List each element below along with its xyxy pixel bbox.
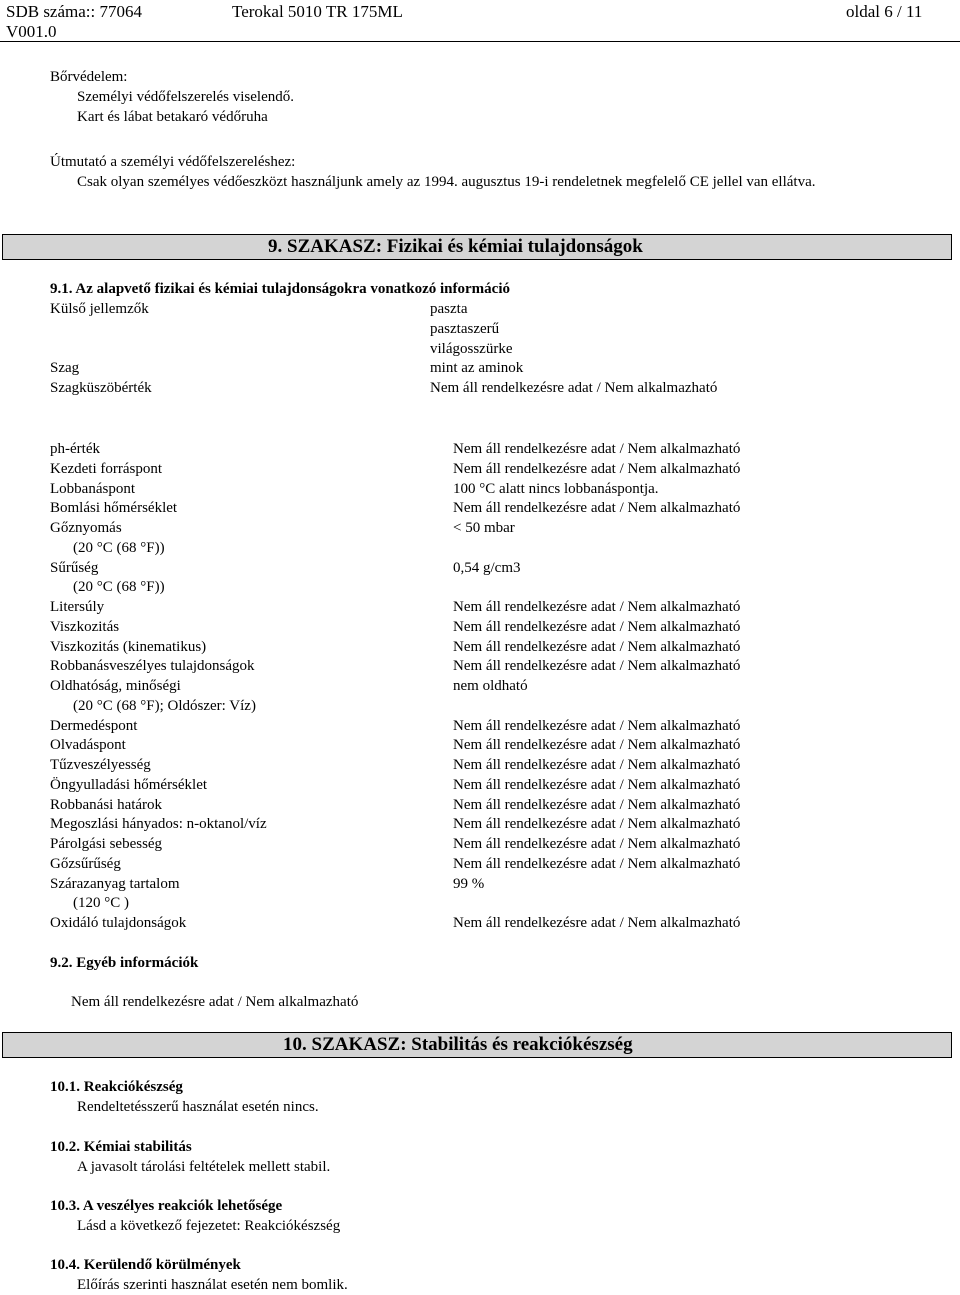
property-label: Oxidáló tulajdonságok (50, 915, 187, 931)
property-value: 100 °C alatt nincs lobbanáspontja. (453, 480, 659, 497)
section-10-item-text: Rendeltetésszerű használat esetén nincs. (77, 1099, 319, 1115)
section-10-item (50, 1137, 330, 1177)
property-value: < 50 mbar (453, 520, 515, 536)
property-value: Nem áll rendelkezésre adat / Nem alkalmazható (453, 776, 741, 793)
property-label: Sűrűség (50, 559, 99, 576)
property-value: Nem áll rendelkezésre adat / Nem alkalmazható (453, 757, 741, 773)
property-row (50, 638, 740, 658)
property-row (50, 894, 740, 914)
property-label: Gőzsűrűség (50, 855, 121, 872)
page-header (0, 0, 960, 40)
section-10-item-text: Lásd a következő fejezetet: Reakciókészség (77, 1218, 341, 1234)
property-label: Párolgási sebesség (50, 836, 163, 852)
property-row (50, 875, 740, 895)
section-9-2-heading: 9.2. Egyéb információk (50, 955, 199, 971)
property-row (50, 598, 740, 618)
property-value: Nem áll rendelkezésre adat / Nem alkalmazható (453, 618, 741, 635)
property-row (50, 756, 740, 776)
property-label: (120 °C ) (73, 895, 129, 912)
property-label: Szárazanyag tartalom (50, 875, 180, 892)
property-label: Kezdeti forráspont (50, 460, 163, 477)
section-9-2-text: Nem áll rendelkezésre adat / Nem alkalmazható (71, 994, 359, 1010)
property-label: (20 °C (68 °F)) (73, 579, 165, 596)
property-label: (20 °C (68 °F)) (73, 539, 165, 556)
property-row (50, 460, 740, 480)
property-row (50, 618, 740, 638)
property-value: paszta (430, 301, 468, 317)
property-row (50, 657, 740, 677)
property-label: Litersúly (50, 599, 105, 615)
section-10-item-heading: 10.2. Kémiai stabilitás (50, 1139, 192, 1155)
section-10-item-heading: 10.1. Reakciókészség (50, 1079, 183, 1095)
property-value: világosszürke (430, 340, 513, 357)
property-label: Tűzveszélyesség (50, 757, 151, 773)
property-value: Nem áll rendelkezésre adat / Nem alkalmazható (453, 599, 741, 615)
section-9-heading-band (2, 234, 952, 260)
property-row (50, 677, 740, 697)
property-value: Nem áll rendelkezésre adat / Nem alkalmazható (453, 717, 741, 734)
section-10-item-heading: 10.3. A veszélyes reakciók lehetősége (50, 1198, 283, 1214)
property-label: Dermedéspont (50, 717, 138, 734)
property-label: Viszkozitás (kinematikus) (50, 638, 207, 655)
property-value: Nem áll rendelkezésre adat / Nem alkalmazható (453, 915, 741, 931)
property-label: (20 °C (68 °F); Oldószer: Víz) (73, 697, 256, 714)
property-value: mint az aminok (430, 360, 524, 377)
property-value (453, 697, 740, 717)
property-row (50, 697, 740, 717)
property-value: Nem áll rendelkezésre adat / Nem alkalmazható (453, 638, 741, 655)
product-name: Terokal 5010 TR 175ML (232, 2, 403, 21)
property-row (50, 796, 740, 816)
property-value: Nem áll rendelkezésre adat / Nem alkalmazható (430, 380, 718, 396)
property-label: Oldhatóság, minőségi (50, 678, 181, 694)
property-label: Megoszlási hányados: n-oktanol/víz (50, 816, 267, 833)
property-value (453, 578, 740, 598)
property-value: Nem áll rendelkezésre adat / Nem alkalmazható (453, 836, 741, 852)
section-9-1-heading: 9.1. Az alapvető fizikai és kémiai tulajdonságokra vonatkozó információ (50, 281, 510, 297)
property-label (50, 320, 152, 340)
property-label (50, 340, 152, 360)
property-label: Bomlási hőmérséklet (50, 500, 178, 517)
property-label: Öngyulladási hőmérséklet (50, 776, 208, 793)
property-value: Nem áll rendelkezésre adat / Nem alkalmazható (453, 441, 741, 457)
property-row (50, 914, 740, 934)
property-value: Nem áll rendelkezésre adat / Nem alkalmazható (453, 500, 741, 517)
property-row (50, 480, 740, 500)
property-row (50, 717, 740, 737)
property-value (453, 539, 740, 559)
skin-title: Bőrvédelem: (50, 69, 128, 85)
top-property-labels (50, 300, 152, 399)
property-label: Olvadáspont (50, 737, 126, 754)
section-10-item (50, 1196, 340, 1236)
property-label: Lobbanáspont (50, 480, 135, 497)
section-10-heading-band (2, 1032, 952, 1058)
property-value: 99 % (453, 875, 485, 892)
section-10-title: 10. SZAKASZ: Stabilitás és reakciókészség (283, 1034, 633, 1055)
skin-line-1: Személyi védőfelszerelés viselendő. (77, 89, 295, 105)
sdb-number: SDB száma:: 77064 (6, 2, 142, 21)
property-label: Külső jellemzők (50, 301, 149, 317)
section-10-item-heading: 10.4. Kerülendő körülmények (50, 1257, 241, 1273)
section-9-title: 9. SZAKASZ: Fizikai és kémiai tulajdonságok (268, 236, 643, 257)
property-label: Robbanási határok (50, 796, 163, 813)
header-divider (0, 41, 960, 42)
property-label: Viszkozitás (50, 618, 120, 635)
guidance-title: Útmutató a személyi védőfelszereléshez: (50, 154, 296, 170)
section-10-item (50, 1255, 348, 1295)
property-label: Gőznyomás (50, 520, 122, 536)
property-label: Szagküszöbérték (50, 380, 152, 396)
section-10-item (50, 1077, 319, 1117)
property-value (453, 894, 740, 914)
property-row (50, 499, 740, 519)
property-row (50, 835, 740, 855)
section-10-item-text: A javasolt tárolási feltételek mellett stabil. (77, 1159, 331, 1175)
property-value: Nem áll rendelkezésre adat / Nem alkalmazható (453, 460, 741, 477)
property-row (50, 776, 740, 796)
ppe-guidance (50, 152, 816, 192)
property-value: Nem áll rendelkezésre adat / Nem alkalmazható (453, 816, 741, 833)
properties-table (50, 440, 740, 934)
property-value: nem oldható (453, 678, 528, 694)
section-10-item-text: Előírás szerinti használat esetén nem bomlik. (77, 1277, 348, 1293)
property-value: Nem áll rendelkezésre adat / Nem alkalmazható (453, 855, 741, 872)
property-row (50, 519, 740, 539)
skin-line-2: Kart és lábat betakaró védőruha (77, 109, 268, 125)
property-row (50, 578, 740, 598)
skin-protection (50, 67, 294, 127)
property-row (50, 855, 740, 875)
page-number: oldal 6 / 11 (846, 2, 923, 21)
property-row (50, 440, 740, 460)
property-label: Szag (50, 360, 80, 377)
property-value: Nem áll rendelkezésre adat / Nem alkalmazható (453, 658, 741, 675)
property-value: Nem áll rendelkezésre adat / Nem alkalmazható (453, 737, 741, 754)
property-row (50, 736, 740, 756)
property-value: 0,54 g/cm3 (453, 559, 521, 576)
property-row (50, 559, 740, 579)
guidance-line-1: Csak olyan személyes védőeszközt használjunk amely az 1994. augusztus 19-i rendeletnek megfelelő CE jellel van ellátva. (77, 174, 816, 190)
property-value: Nem áll rendelkezésre adat / Nem alkalmazható (453, 796, 741, 813)
property-label: Robbanásveszélyes tulajdonságok (50, 658, 255, 675)
top-property-values (430, 300, 717, 399)
property-value: pasztaszerű (430, 320, 500, 337)
property-row (50, 815, 740, 835)
version: V001.0 (6, 22, 57, 41)
property-row (50, 539, 740, 559)
property-label: ph-érték (50, 441, 100, 457)
